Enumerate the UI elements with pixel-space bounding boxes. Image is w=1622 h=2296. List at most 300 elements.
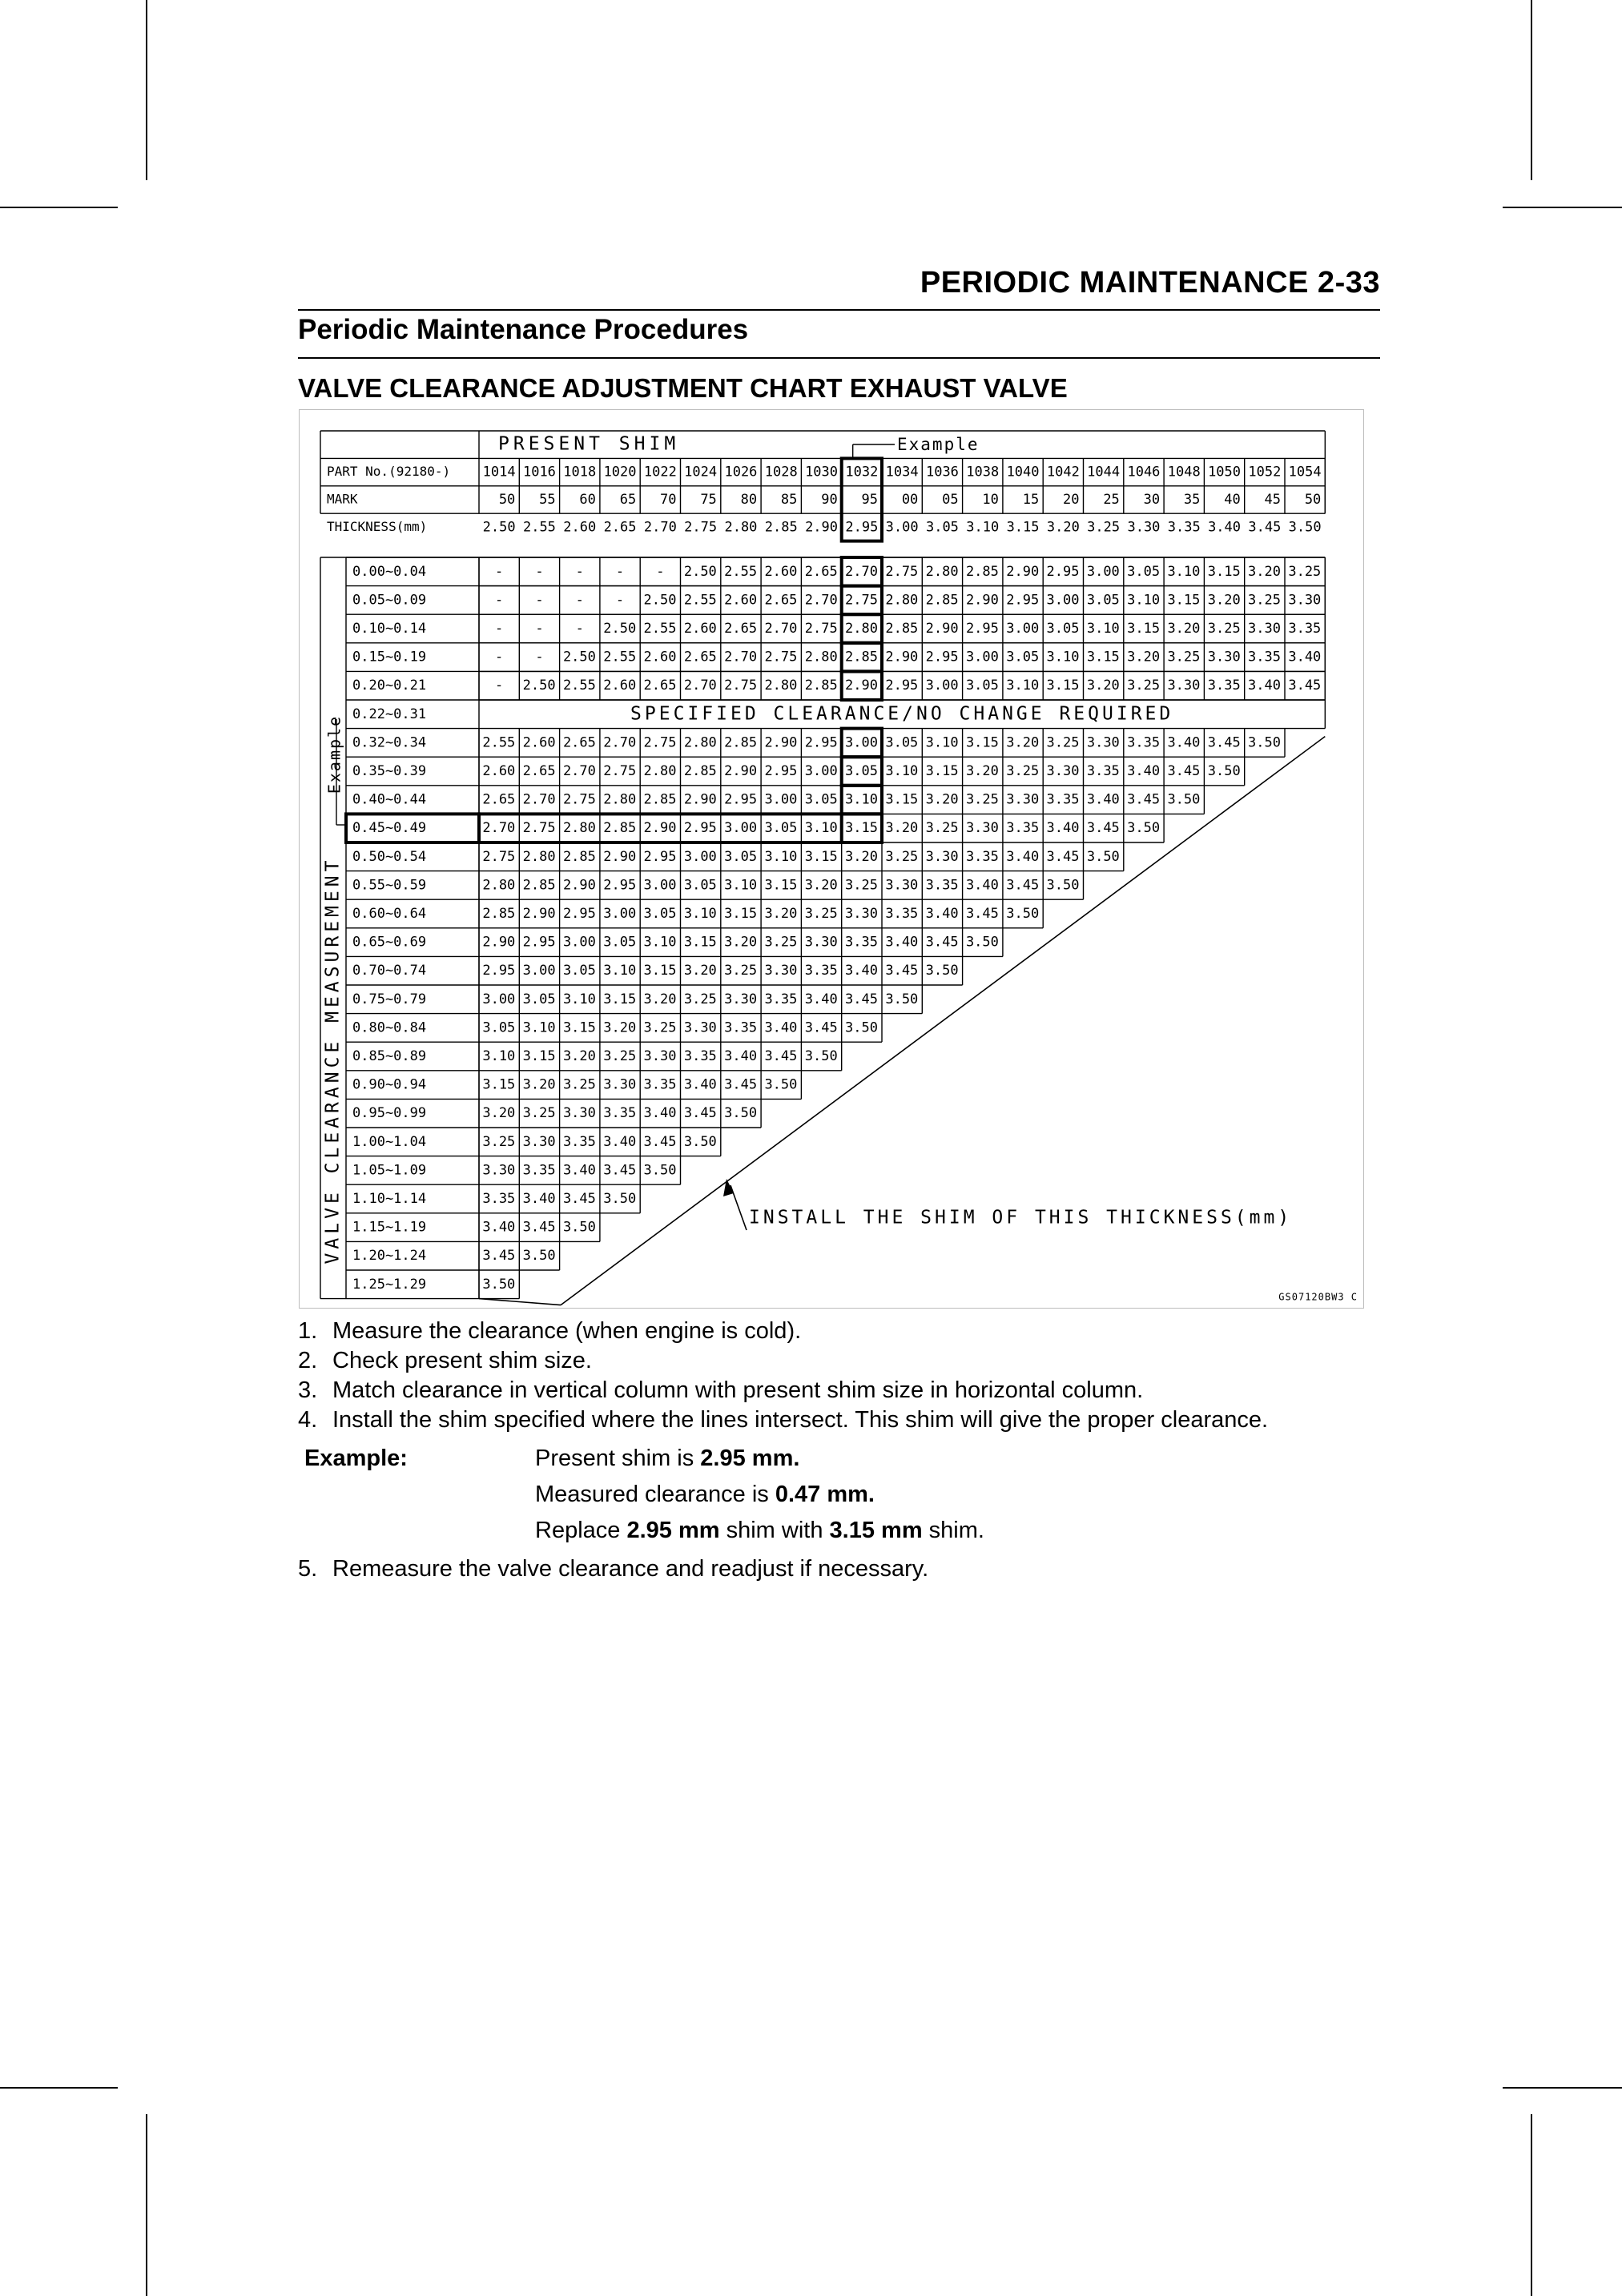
cell-value: 3.10 — [603, 963, 637, 979]
header-cell: 1048 — [1167, 464, 1201, 481]
cell-value: 2.75 — [845, 592, 878, 609]
cell-value: 3.05 — [1127, 563, 1161, 580]
cell-value: 2.95 — [764, 763, 798, 779]
cell-value: 2.90 — [482, 934, 516, 951]
cell-value: 3.40 — [925, 906, 959, 922]
header-cell: 90 — [821, 492, 838, 508]
cell-value: 2.90 — [1006, 563, 1040, 580]
cell-value: 2.75 — [482, 848, 516, 865]
cell-value: 2.80 — [804, 649, 838, 665]
cell-value: 3.15 — [482, 1076, 516, 1093]
cell-value: 2.70 — [764, 621, 798, 637]
cell-value: 3.25 — [1207, 621, 1241, 637]
cell-value: 3.20 — [1248, 563, 1281, 580]
cell-value: 3.25 — [1006, 763, 1040, 779]
cell-value: 2.85 — [804, 678, 838, 694]
step-text: Measure the clearance (when engine is cold). — [332, 1318, 802, 1344]
cell-value: 3.50 — [562, 1219, 596, 1236]
cell-value: 2.90 — [965, 592, 999, 609]
clearance-range: 0.00~0.04 — [352, 563, 427, 580]
header-cell: 45 — [1264, 492, 1281, 508]
cell-value: 3.35 — [603, 1105, 637, 1122]
cell-dash: - — [575, 563, 584, 580]
step-text: Match clearance in vertical column with present shim size in horizontal column. — [332, 1377, 1144, 1403]
cell-value: 3.05 — [522, 991, 556, 1007]
present-shim-label: PRESENT SHIM — [498, 433, 680, 455]
clearance-range: 0.10~0.14 — [352, 621, 427, 637]
cell-value: 3.45 — [1086, 820, 1120, 837]
cell-value: 2.50 — [683, 563, 717, 580]
cell-value: 3.30 — [1207, 649, 1241, 665]
cell-value: 3.05 — [965, 678, 999, 694]
cell-value: 3.15 — [925, 763, 959, 779]
cell-value: 2.90 — [643, 820, 677, 837]
cell-value: 3.35 — [1127, 734, 1161, 751]
cell-value: 3.45 — [1006, 877, 1040, 894]
cell-value: 2.80 — [643, 763, 677, 779]
cell-value: 3.00 — [1046, 592, 1080, 609]
cell-value: 3.40 — [1127, 763, 1161, 779]
cell-value: 2.95 — [1006, 592, 1040, 609]
header-cell: 2.80 — [724, 519, 758, 536]
cell-value: 3.00 — [482, 991, 516, 1007]
cell-value: 2.90 — [845, 678, 878, 694]
header-cell: 70 — [660, 492, 677, 508]
clearance-range: 0.50~0.54 — [352, 848, 427, 865]
header-cell: 75 — [700, 492, 717, 508]
cell-dash: - — [495, 678, 504, 694]
cell-value: 3.10 — [925, 734, 959, 751]
cell-value: 2.65 — [522, 763, 556, 779]
cell-value: 3.00 — [804, 763, 838, 779]
cell-value: 3.40 — [1288, 649, 1322, 665]
cell-value: 3.30 — [965, 820, 999, 837]
header-cell: 85 — [780, 492, 798, 508]
cell-value: 3.00 — [1086, 563, 1120, 580]
cell-dash: - — [495, 649, 504, 665]
cell-value: 3.00 — [764, 791, 798, 808]
cell-value: 3.20 — [885, 820, 919, 837]
cell-value: 3.15 — [603, 991, 637, 1007]
cell-value: 3.25 — [965, 791, 999, 808]
header-cell: 2.65 — [603, 519, 637, 536]
cell-value: 2.65 — [724, 621, 758, 637]
cell-value: 3.25 — [925, 820, 959, 837]
cell-value: 3.25 — [1167, 649, 1201, 665]
header-cell: 50 — [498, 492, 516, 508]
header-row-label: PART No.(92180-) — [327, 464, 451, 480]
cell-value: 3.25 — [804, 906, 838, 922]
cell-value: 3.50 — [1207, 763, 1241, 779]
cell-dash: - — [535, 621, 544, 637]
page-section-header: PERIODIC MAINTENANCE 2-33 — [920, 266, 1380, 300]
cell-value: 3.10 — [804, 820, 838, 837]
cell-value: 3.45 — [1207, 734, 1241, 751]
cell-value: 3.25 — [643, 1019, 677, 1036]
header-cell: 2.50 — [482, 519, 516, 536]
cell-value: 3.05 — [804, 791, 838, 808]
cell-value: 3.15 — [804, 848, 838, 865]
cell-value: 3.45 — [1046, 848, 1080, 865]
cell-value: 3.05 — [683, 877, 717, 894]
cell-value: 3.35 — [1046, 791, 1080, 808]
cell-value: 3.40 — [643, 1105, 677, 1122]
cell-value: 3.05 — [885, 734, 919, 751]
cell-value: 3.05 — [482, 1019, 516, 1036]
header-cell: 3.05 — [925, 519, 959, 536]
cell-value: 2.85 — [683, 763, 717, 779]
header-cell: 1054 — [1288, 464, 1322, 481]
cell-value: 3.35 — [522, 1162, 556, 1179]
cell-value: 2.60 — [683, 621, 717, 637]
cell-value: 3.10 — [724, 877, 758, 894]
cell-value: 2.95 — [482, 963, 516, 979]
step-text: Install the shim specified where the lines intersect. This shim will give the proper clearance. — [332, 1407, 1269, 1433]
cell-value: 3.35 — [482, 1191, 516, 1207]
cell-value: 2.80 — [482, 877, 516, 894]
cell-value: 3.15 — [683, 934, 717, 951]
clearance-range: 0.85~0.89 — [352, 1048, 427, 1064]
example-line-1 — [535, 1446, 799, 1472]
cell-value: 3.35 — [1288, 621, 1322, 637]
cell-value: 3.50 — [482, 1276, 516, 1293]
header-cell: 3.35 — [1167, 519, 1201, 536]
cell-value: 3.20 — [1207, 592, 1241, 609]
cell-value: 3.30 — [1086, 734, 1120, 751]
cell-value: 2.90 — [764, 734, 798, 751]
cell-value: 3.40 — [683, 1076, 717, 1093]
cell-value: 3.25 — [845, 877, 878, 894]
cell-value: 3.30 — [764, 963, 798, 979]
cell-value: 2.75 — [724, 678, 758, 694]
header-cell: 05 — [942, 492, 959, 508]
cell-value: 2.80 — [522, 848, 556, 865]
figure-code: GS07120BW3 C — [1278, 1291, 1358, 1303]
cell-value: 3.05 — [724, 848, 758, 865]
clearance-range: 0.60~0.64 — [352, 906, 427, 922]
example-text: Replace — [535, 1518, 627, 1543]
step-text: Check present shim size. — [332, 1348, 592, 1373]
cell-value: 3.40 — [1086, 791, 1120, 808]
cell-value: 3.45 — [683, 1105, 717, 1122]
cell-value: 3.50 — [643, 1162, 677, 1179]
cell-value: 3.35 — [804, 963, 838, 979]
header-cell: 1040 — [1006, 464, 1040, 481]
header-cell: 1034 — [885, 464, 919, 481]
header-cell: 3.25 — [1087, 519, 1121, 536]
cell-value: 3.15 — [522, 1048, 556, 1064]
clearance-range: 0.35~0.39 — [352, 763, 427, 779]
header-cell: 1038 — [966, 464, 1000, 481]
cell-value: 3.05 — [845, 763, 878, 779]
clearance-range: 0.90~0.94 — [352, 1076, 427, 1093]
cell-value: 3.00 — [925, 678, 959, 694]
header-cell: 1018 — [563, 464, 597, 481]
example-line-2 — [535, 1482, 875, 1508]
example-value: 2.95 mm — [626, 1518, 720, 1543]
cell-value: 2.95 — [724, 791, 758, 808]
header-cell: 95 — [861, 492, 878, 508]
cell-value: 3.35 — [764, 991, 798, 1007]
cell-dash: - — [535, 563, 544, 580]
header-cell: 1020 — [603, 464, 637, 481]
cell-value: 2.90 — [683, 791, 717, 808]
clearance-range: 1.00~1.04 — [352, 1133, 427, 1150]
clearance-range: 0.65~0.69 — [352, 934, 427, 951]
cell-value: 3.00 — [522, 963, 556, 979]
cell-value: 2.95 — [603, 877, 637, 894]
header-cell: 2.55 — [522, 519, 556, 536]
cell-value: 3.35 — [925, 877, 959, 894]
cell-value: 3.40 — [1248, 678, 1281, 694]
cell-value: 3.35 — [965, 848, 999, 865]
cell-value: 3.50 — [683, 1133, 717, 1150]
header-cell: 1016 — [522, 464, 556, 481]
header-cell: 1030 — [805, 464, 839, 481]
cell-value: 2.70 — [603, 734, 637, 751]
cell-value: 2.85 — [603, 820, 637, 837]
cell-value: 3.10 — [1086, 621, 1120, 637]
cell-value: 2.65 — [683, 649, 717, 665]
header-cell: 2.90 — [805, 519, 839, 536]
example-label: Example: — [304, 1446, 408, 1471]
cell-value: 3.50 — [965, 934, 999, 951]
cell-value: 3.10 — [1127, 592, 1161, 609]
cell-value: 2.90 — [522, 906, 556, 922]
cell-value: 3.15 — [965, 734, 999, 751]
cell-value: 3.25 — [562, 1076, 596, 1093]
header-cell: 3.15 — [1006, 519, 1040, 536]
cell-value: 3.05 — [764, 820, 798, 837]
cell-value: 3.50 — [603, 1191, 637, 1207]
cell-value: 3.45 — [804, 1019, 838, 1036]
clearance-range: 0.45~0.49 — [352, 820, 427, 837]
cell-value: 3.40 — [562, 1162, 596, 1179]
header-cell: 60 — [579, 492, 596, 508]
clearance-range: 1.20~1.24 — [352, 1248, 427, 1265]
header-cell: 1036 — [925, 464, 959, 481]
cell-value: 3.30 — [925, 848, 959, 865]
header-cell: 2.95 — [845, 519, 879, 536]
header-cell: 35 — [1183, 492, 1201, 508]
cell-value: 3.15 — [1046, 678, 1080, 694]
cell-value: 3.50 — [845, 1019, 878, 1036]
cell-value: 2.85 — [965, 563, 999, 580]
cell-value: 2.90 — [885, 649, 919, 665]
cell-value: 2.80 — [885, 592, 919, 609]
cell-value: 2.95 — [1046, 563, 1080, 580]
cell-value: 3.35 — [724, 1019, 758, 1036]
cell-value: 3.00 — [683, 848, 717, 865]
clearance-range: 0.55~0.59 — [352, 877, 427, 894]
cell-value: 2.70 — [724, 649, 758, 665]
example-text: shim with — [719, 1518, 830, 1543]
vertical-axis-label: VALVE CLEARANCE MEASUREMENT — [322, 856, 344, 1265]
cell-value: 3.35 — [562, 1133, 596, 1150]
clearance-range: 0.22~0.31 — [352, 706, 427, 722]
cell-value: 2.80 — [925, 563, 959, 580]
install-note-arrowhead — [723, 1179, 734, 1196]
clearance-range: 0.75~0.79 — [352, 991, 427, 1007]
clearance-range: 0.40~0.44 — [352, 791, 427, 808]
cell-value: 3.35 — [1248, 649, 1281, 665]
cell-dash: - — [615, 592, 625, 609]
step-number: 3. — [298, 1377, 318, 1403]
cell-value: 3.10 — [885, 763, 919, 779]
clearance-range: 0.05~0.09 — [352, 592, 427, 609]
cell-value: 3.20 — [522, 1076, 556, 1093]
cell-value: 2.95 — [925, 649, 959, 665]
cell-value: 2.55 — [603, 649, 637, 665]
header-cell: 1024 — [684, 464, 718, 481]
cell-value: 3.30 — [804, 934, 838, 951]
header-cell: 2.70 — [643, 519, 677, 536]
cell-value: 3.45 — [724, 1076, 758, 1093]
cell-value: 3.30 — [482, 1162, 516, 1179]
example-line-3 — [535, 1518, 984, 1544]
cell-value: 2.75 — [885, 563, 919, 580]
cell-value: 3.20 — [562, 1048, 596, 1064]
cell-value: 2.85 — [643, 791, 677, 808]
cell-value: 2.70 — [845, 563, 878, 580]
header-cell: 1052 — [1248, 464, 1282, 481]
header-cell: 3.50 — [1288, 519, 1322, 536]
header-cell: 80 — [740, 492, 758, 508]
cell-value: 2.70 — [522, 791, 556, 808]
cell-value: 2.60 — [522, 734, 556, 751]
cell-value: 3.50 — [1086, 848, 1120, 865]
cell-value: 3.40 — [724, 1048, 758, 1064]
cell-value: 3.20 — [804, 877, 838, 894]
header-cell: 3.00 — [885, 519, 919, 536]
header-cell: 50 — [1304, 492, 1322, 508]
header-cell: 1046 — [1127, 464, 1161, 481]
cell-value: 3.30 — [1288, 592, 1322, 609]
cell-dash: - — [495, 592, 504, 609]
cell-value: 3.45 — [965, 906, 999, 922]
cell-value: 2.90 — [562, 877, 596, 894]
cell-value: 2.80 — [562, 820, 596, 837]
cell-value: 3.50 — [1248, 734, 1281, 751]
cell-value: 3.50 — [1046, 877, 1080, 894]
header-cell: 25 — [1103, 492, 1120, 508]
header-cell: 3.20 — [1046, 519, 1080, 536]
cell-value: 3.15 — [562, 1019, 596, 1036]
cell-value: 2.65 — [764, 592, 798, 609]
cell-value: 3.10 — [522, 1019, 556, 1036]
header-cell: 40 — [1224, 492, 1241, 508]
cell-value: 2.70 — [482, 820, 516, 837]
cell-value: 3.30 — [562, 1105, 596, 1122]
header-cell: 1028 — [764, 464, 798, 481]
cell-value: 3.30 — [885, 877, 919, 894]
cell-value: 2.80 — [603, 791, 637, 808]
cell-value: 3.25 — [603, 1048, 637, 1064]
cell-value: 3.50 — [925, 963, 959, 979]
header-cell: 3.40 — [1208, 519, 1242, 536]
cell-value: 3.20 — [1086, 678, 1120, 694]
cell-value: 3.40 — [1006, 848, 1040, 865]
header-row-label: THICKNESS(mm) — [327, 518, 428, 534]
cell-dash: - — [615, 563, 625, 580]
cell-value: 3.25 — [764, 934, 798, 951]
cell-value: 2.85 — [845, 649, 878, 665]
cell-value: 3.30 — [1046, 763, 1080, 779]
cell-dash: - — [495, 563, 504, 580]
step-text: Remeasure the valve clearance and readjust if necessary. — [332, 1556, 929, 1582]
cell-dash: - — [575, 621, 584, 637]
cell-value: 3.20 — [683, 963, 717, 979]
cell-value: 3.10 — [764, 848, 798, 865]
cell-dash: - — [575, 592, 584, 609]
cell-value: 3.50 — [522, 1248, 556, 1265]
cell-value: 3.35 — [1207, 678, 1241, 694]
cell-value: 2.85 — [724, 734, 758, 751]
header-cell: 2.60 — [563, 519, 597, 536]
header-cell: 15 — [1022, 492, 1040, 508]
cell-value: 3.35 — [845, 934, 878, 951]
cell-value: 3.45 — [562, 1191, 596, 1207]
cell-value: 2.75 — [643, 734, 677, 751]
cell-value: 3.25 — [885, 848, 919, 865]
cell-value: 2.60 — [724, 592, 758, 609]
cell-value: 2.90 — [925, 621, 959, 637]
cell-value: 3.25 — [1248, 592, 1281, 609]
cell-value: 3.15 — [1207, 563, 1241, 580]
cell-value: 3.15 — [643, 963, 677, 979]
cell-value: 3.50 — [764, 1076, 798, 1093]
cell-value: 3.10 — [482, 1048, 516, 1064]
cell-value: 3.45 — [603, 1162, 637, 1179]
header-cell: 00 — [901, 492, 919, 508]
cell-value: 3.10 — [683, 906, 717, 922]
cell-value: 3.00 — [603, 906, 637, 922]
clearance-range: 1.15~1.19 — [352, 1219, 427, 1236]
cell-value: 2.55 — [724, 563, 758, 580]
cell-value: 3.20 — [603, 1019, 637, 1036]
cell-value: 3.40 — [482, 1219, 516, 1236]
cell-value: 3.15 — [1167, 592, 1201, 609]
cell-value: 2.50 — [562, 649, 596, 665]
cell-value: 3.45 — [885, 963, 919, 979]
cell-value: 3.15 — [1086, 649, 1120, 665]
example-text: Present shim is — [535, 1446, 701, 1471]
header-cell: 1042 — [1046, 464, 1080, 481]
example-value: 3.15 mm — [829, 1518, 923, 1543]
cell-value: 3.25 — [1288, 563, 1322, 580]
cell-value: 2.95 — [804, 734, 838, 751]
cell-value: 3.30 — [724, 991, 758, 1007]
clearance-range: 1.25~1.29 — [352, 1276, 427, 1293]
cell-value: 3.05 — [1006, 649, 1040, 665]
cell-value: 3.35 — [683, 1048, 717, 1064]
cell-value: 3.25 — [522, 1105, 556, 1122]
header-cell: 3.45 — [1248, 519, 1282, 536]
cell-value: 3.50 — [1006, 906, 1040, 922]
cell-value: 3.15 — [885, 791, 919, 808]
clearance-range: 1.05~1.09 — [352, 1162, 427, 1179]
cell-value: 3.00 — [724, 820, 758, 837]
header-cell: 1044 — [1087, 464, 1121, 481]
cell-value: 3.20 — [764, 906, 798, 922]
header-cell: 2.75 — [684, 519, 718, 536]
cell-value: 3.45 — [845, 991, 878, 1007]
cell-value: 2.85 — [522, 877, 556, 894]
example-value: 0.47 mm. — [775, 1482, 875, 1507]
cell-value: 2.80 — [683, 734, 717, 751]
cell-value: 3.45 — [1288, 678, 1322, 694]
step-number: 2. — [298, 1348, 318, 1373]
